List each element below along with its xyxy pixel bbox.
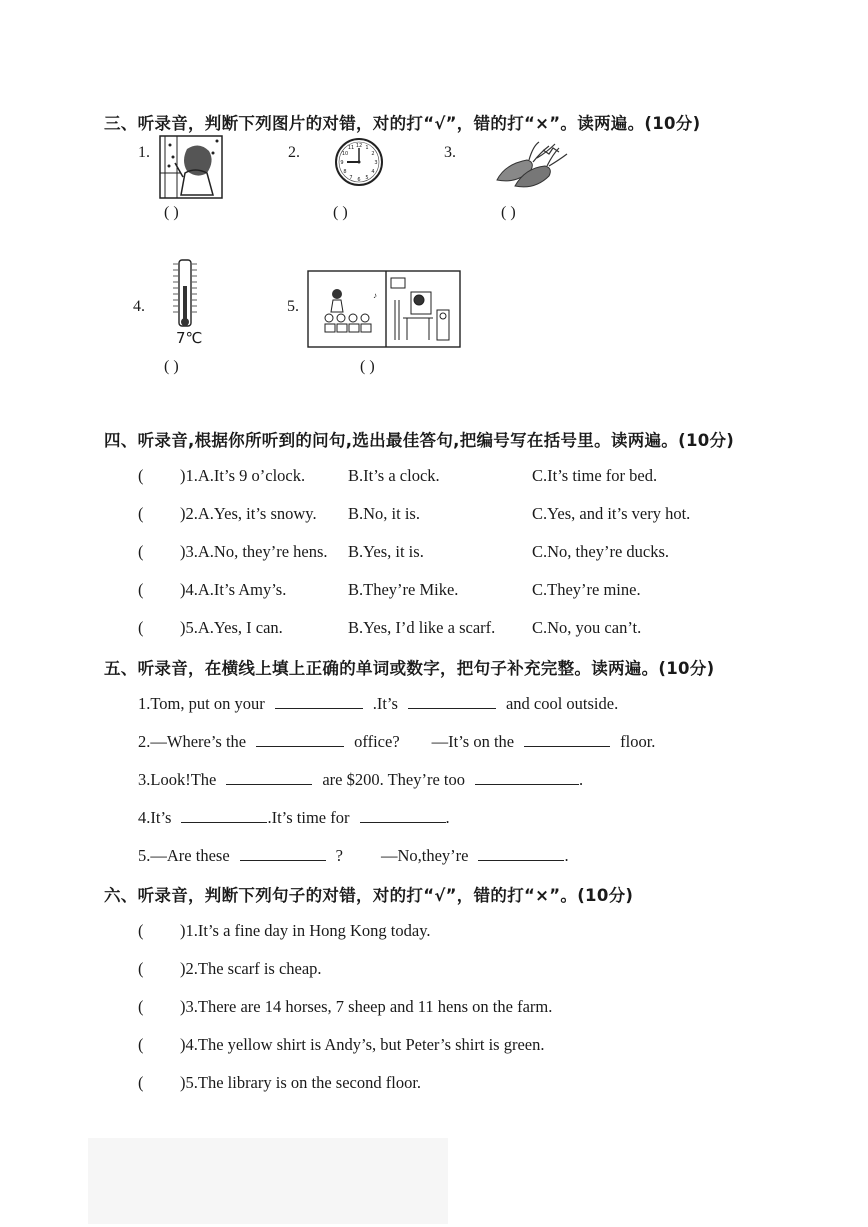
section-4-heading: 四、听录音,根据你所听到的问句,选出最佳答句,把编号写在括号里。读两遍。(10分) (104, 431, 735, 450)
item-1-answer-blank[interactable]: ( ) (164, 204, 179, 221)
q4-3-paren[interactable]: ( (138, 542, 144, 561)
q4-5-option-a: )5.A.Yes, I can. (180, 618, 283, 637)
svg-text:8: 8 (343, 169, 347, 175)
fill-5-text-c: —No,they’re (380, 846, 469, 865)
svg-text:9: 9 (340, 160, 344, 166)
q6-5-statement: )5.The library is on the second floor. (180, 1073, 422, 1092)
fill-line-2 (138, 732, 655, 752)
fill-1-text-b: .It’s (372, 694, 398, 713)
fill-3-blank-1[interactable] (226, 770, 312, 785)
item-4-answer-blank[interactable]: ( ) (164, 358, 179, 375)
svg-text:3: 3 (374, 160, 378, 166)
q6-5-paren[interactable]: ( (138, 1073, 144, 1092)
svg-text:2: 2 (371, 151, 375, 157)
q4-1-paren[interactable]: ( (138, 466, 144, 485)
q4-2-paren[interactable]: ( (138, 504, 144, 523)
svg-text:5: 5 (365, 175, 369, 181)
q4-4-paren[interactable]: ( (138, 580, 144, 599)
item-3-answer-blank[interactable]: ( ) (501, 204, 516, 221)
clock-picture (333, 136, 385, 188)
item-5-number: 5. (287, 298, 299, 315)
svg-text:12: 12 (355, 143, 363, 149)
fill-3-text-c: . (579, 770, 584, 789)
fill-2-text-d: floor. (620, 732, 656, 751)
fill-2-text-c: —It’s on the (431, 732, 515, 751)
girl-at-window-picture (157, 133, 225, 199)
thermometer-picture (170, 258, 200, 330)
q4-4-option-c: C.They’re mine. (532, 580, 641, 599)
fill-line-1 (138, 694, 618, 714)
svg-text:4: 4 (371, 169, 375, 175)
fill-2-text-a: 2.—Where’s the (138, 732, 247, 751)
q6-3-statement: )3.There are 14 horses, 7 sheep and 11 hens on the farm. (180, 997, 553, 1016)
fill-1-blank-1[interactable] (275, 694, 363, 709)
fill-4-text-b: .It’s time for (267, 808, 350, 827)
q4-5-option-c: C.No, you can’t. (532, 618, 642, 637)
fill-4-text-c: . (445, 808, 450, 827)
svg-text:7: 7 (349, 175, 353, 181)
fill-3-blank-2[interactable] (475, 770, 579, 785)
q6-1-statement: )1.It’s a fine day in Hong Kong today. (180, 921, 431, 940)
svg-text:1: 1 (365, 145, 369, 151)
q6-2-statement: )2.The scarf is cheap. (180, 959, 322, 978)
q4-3-option-a: )3.A.No, they’re hens. (180, 542, 328, 561)
svg-text:6: 6 (357, 177, 361, 183)
q4-5-option-b: B.Yes, I’d like a scarf. (348, 618, 496, 637)
q4-1-option-a: )1.A.It’s 9 o’clock. (180, 466, 306, 485)
q4-3-option-c: C.No, they’re ducks. (532, 542, 670, 561)
q6-2-paren[interactable]: ( (138, 959, 144, 978)
q4-5-paren[interactable]: ( (138, 618, 144, 637)
fill-5-blank-1[interactable] (240, 846, 326, 861)
footer-shaded-area (88, 1138, 448, 1224)
fill-2-blank-2[interactable] (524, 732, 610, 747)
section-3-heading: 三、听录音，判断下列图片的对错，对的打“√”，错的打“×”。读两遍。(10分) (104, 114, 701, 133)
classroom-and-library-picture (307, 270, 461, 348)
svg-text:10: 10 (341, 151, 349, 157)
q4-4-option-a: )4.A.It’s Amy’s. (180, 580, 287, 599)
item-5-answer-blank[interactable]: ( ) (360, 358, 375, 375)
section-6-heading: 六、听录音，判断下列句子的对错，对的打“√”，错的打“×”。(10分) (104, 886, 634, 905)
fill-line-3 (138, 770, 583, 790)
fill-2-text-b: office? (354, 732, 400, 751)
item-1-number: 1. (138, 144, 150, 161)
fill-1-blank-2[interactable] (408, 694, 496, 709)
q4-1-option-c: C.It’s time for bed. (532, 466, 658, 485)
svg-text:11: 11 (347, 145, 355, 151)
fill-5-blank-2[interactable] (478, 846, 564, 861)
fill-2-blank-1[interactable] (256, 732, 344, 747)
q4-2-option-c: C.Yes, and it’s very hot. (532, 504, 691, 523)
svg-text:♪: ♪ (373, 291, 377, 300)
fill-5-text-a: 5.—Are these (138, 846, 230, 865)
temperature-caption: 7℃ (176, 329, 203, 347)
fill-4-blank-1[interactable] (181, 808, 267, 823)
fill-5-text-d: . (564, 846, 569, 865)
q6-4-statement: )4.The yellow shirt is Andy’s, but Peter’s shirt is green. (180, 1035, 545, 1054)
fill-3-text-b: are $200. They’re too (322, 770, 466, 789)
q4-3-option-b: B.Yes, it is. (348, 542, 424, 561)
fill-4-text-a: 4.It’s (138, 808, 172, 827)
section-5-heading: 五、听录音，在横线上填上正确的单词或数字，把句子补充完整。读两遍。(10分) (104, 659, 715, 678)
q6-3-paren[interactable]: ( (138, 997, 144, 1016)
item-2-number: 2. (288, 144, 300, 161)
fill-1-text-c: and cool outside. (505, 694, 619, 713)
q6-4-paren[interactable]: ( (138, 1035, 144, 1054)
fill-line-4 (138, 808, 450, 828)
fill-3-text-a: 3.Look!The (138, 770, 217, 789)
item-2-answer-blank[interactable]: ( ) (333, 204, 348, 221)
fill-5-text-b: ? (335, 846, 343, 865)
carrots-picture (493, 136, 571, 194)
item-3-number: 3. (444, 144, 456, 161)
q4-4-option-b: B.They’re Mike. (348, 580, 459, 599)
q4-1-option-b: B.It’s a clock. (348, 466, 440, 485)
q4-2-option-b: B.No, it is. (348, 504, 420, 523)
fill-4-blank-2[interactable] (360, 808, 446, 823)
fill-line-5 (138, 846, 569, 866)
q6-1-paren[interactable]: ( (138, 921, 144, 940)
item-4-number: 4. (133, 298, 145, 315)
q4-2-option-a: )2.A.Yes, it’s snowy. (180, 504, 317, 523)
fill-1-text-a: 1.Tom, put on your (138, 694, 265, 713)
